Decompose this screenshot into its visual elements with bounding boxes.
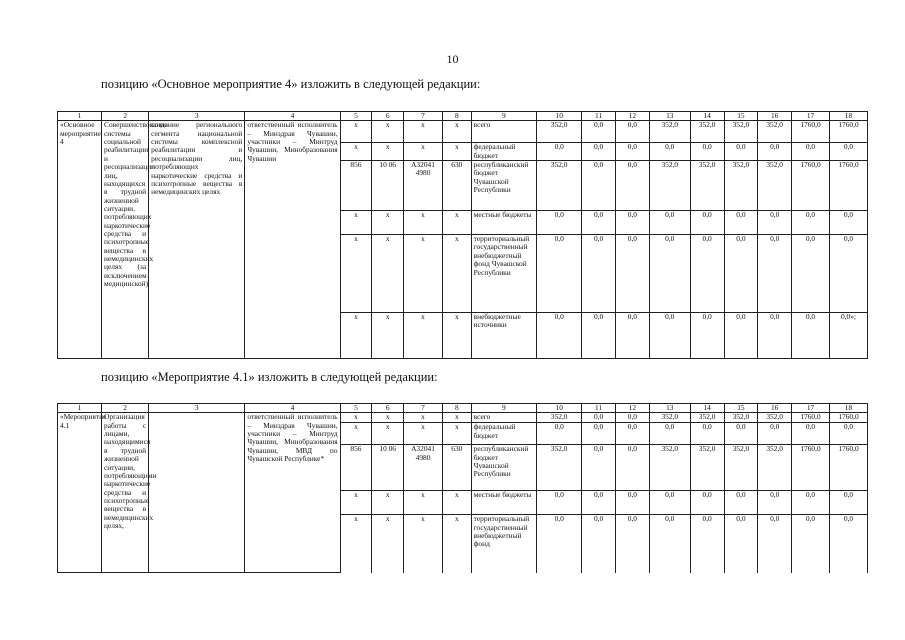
amount-cell: 352,0 [724, 121, 758, 143]
gr-code-cell: x [340, 211, 372, 235]
amount-cell: 1760,0 [792, 161, 830, 211]
page-number: 10 [446, 52, 459, 66]
column-number-18: 18 [829, 112, 867, 121]
amount-cell: 0,0 [582, 313, 616, 359]
amount-cell: 0,0 [829, 423, 867, 445]
section-code-cell: x [372, 491, 404, 515]
amount-cell: 1760,0 [792, 121, 830, 143]
amount-cell: 352,0 [649, 413, 690, 423]
amount-cell: 0,0 [829, 491, 867, 515]
target-article-cell: А32041 4980 [404, 161, 443, 211]
table-main-measure-4 [57, 111, 868, 359]
column-number-17: 17 [792, 112, 830, 121]
expense-type-cell: x [442, 235, 471, 313]
gr-code-cell: x [340, 235, 372, 313]
amount-cell: 0,0 [724, 235, 758, 313]
gr-code-cell: x [340, 515, 372, 573]
amount-cell: 0,0 [582, 161, 616, 211]
amount-cell: 352,0 [537, 413, 582, 423]
column-number-7: 7 [404, 404, 443, 413]
amount-cell: 0,0 [537, 211, 582, 235]
column-number-8: 8 [442, 112, 471, 121]
column-number-4: 4 [245, 112, 340, 121]
amount-cell: 0,0 [829, 143, 867, 161]
amount-cell: 352,0 [724, 413, 758, 423]
amount-cell: 0,0 [537, 491, 582, 515]
target-article-cell: А32041 4980 [404, 445, 443, 491]
amount-cell: 0,0 [690, 491, 724, 515]
measure-status-cell: «Мероприятие 4.1 [58, 413, 102, 573]
column-number-16: 16 [758, 404, 792, 413]
column-number-6: 6 [372, 404, 404, 413]
measure-description-cell: создание регионального сегмента национальной системы комплексной реабилитации и ресоциализации лиц, потребляющих наркотические средства и психотропные вещества в немедицинских целях [149, 121, 245, 359]
amount-cell: 1760,0 [792, 445, 830, 491]
amount-cell: 0,0 [616, 445, 650, 491]
heading-main-measure-4: позицию «Основное мероприятие 4» изложить в следующей редакции: [101, 77, 481, 91]
amount-cell: 0,0 [690, 515, 724, 573]
amount-cell: 1760,0 [829, 445, 867, 491]
amount-cell: 0,0 [616, 211, 650, 235]
expense-type-cell: x [442, 491, 471, 515]
expense-type-cell: x [442, 211, 471, 235]
measure-name-cell: Совершенствование системы социальной реабилитации и ресоциализации лиц, находящихся в трудной жизненной ситуации, потребляющих наркотические средства и психотропные вещества в немедицинских целях (за исключением медицинской) [102, 121, 149, 359]
amount-cell: 0,0 [758, 211, 792, 235]
amount-cell: 352,0 [690, 121, 724, 143]
amount-cell: 0,0 [758, 235, 792, 313]
funding-source-cell: внебюджетные источники [471, 313, 537, 359]
amount-cell: 1760,0 [829, 161, 867, 211]
amount-cell: 352,0 [724, 445, 758, 491]
amount-cell: 352,0 [649, 161, 690, 211]
amount-cell: 0,0 [792, 313, 830, 359]
column-number-6: 6 [372, 112, 404, 121]
amount-cell: 0,0 [829, 211, 867, 235]
column-number-3: 3 [149, 112, 245, 121]
amount-cell: 0,0 [616, 313, 650, 359]
funding-source-cell: территориальный государственный внебюджетный фонд Чувашской Республики [471, 235, 537, 313]
amount-cell: 0,0 [758, 423, 792, 445]
amount-cell: 0,0 [724, 423, 758, 445]
target-article-cell: x [404, 515, 443, 573]
amount-cell: 0,0 [616, 235, 650, 313]
amount-cell: 0,0 [537, 423, 582, 445]
funding-source-cell: республиканский бюджет Чувашской Республики [471, 445, 537, 491]
column-number-5: 5 [340, 112, 372, 121]
column-number-1: 1 [58, 404, 102, 413]
section-code-cell: 10 06 [372, 161, 404, 211]
amount-cell: 0,0 [758, 515, 792, 573]
column-number-10: 10 [537, 404, 582, 413]
gr-code-cell: x [340, 143, 372, 161]
expense-type-cell: x [442, 313, 471, 359]
expense-type-cell: x [442, 515, 471, 573]
amount-cell: 0,0 [792, 211, 830, 235]
section-code-cell: x [372, 413, 404, 423]
amount-cell: 352,0 [690, 413, 724, 423]
amount-cell: 0,0 [724, 211, 758, 235]
section-code-cell: x [372, 143, 404, 161]
amount-cell: 352,0 [537, 121, 582, 143]
gr-code-cell: x [340, 313, 372, 359]
column-number-16: 16 [758, 112, 792, 121]
funding-source-cell: всего [471, 413, 537, 423]
gr-code-cell: 856 [340, 445, 372, 491]
amount-cell: 0,0 [616, 515, 650, 573]
amount-cell: 0,0 [829, 235, 867, 313]
amount-cell: 0,0»; [829, 313, 867, 359]
funding-row [58, 121, 868, 143]
amount-cell: 0,0 [690, 423, 724, 445]
funding-source-cell: местные бюджеты [471, 211, 537, 235]
column-number-12: 12 [616, 404, 650, 413]
column-number-2: 2 [102, 112, 149, 121]
column-number-13: 13 [649, 112, 690, 121]
amount-cell: 0,0 [582, 211, 616, 235]
amount-cell: 352,0 [649, 445, 690, 491]
amount-cell: 0,0 [616, 423, 650, 445]
column-number-15: 15 [724, 404, 758, 413]
column-number-14: 14 [690, 404, 724, 413]
section-code-cell: x [372, 313, 404, 359]
column-number-13: 13 [649, 404, 690, 413]
measure-description-cell [149, 413, 245, 573]
amount-cell: 352,0 [690, 161, 724, 211]
section-code-cell: x [372, 235, 404, 313]
amount-cell: 352,0 [758, 121, 792, 143]
column-number-5: 5 [340, 404, 372, 413]
measure-status-cell: «Основное мероприятие 4 [58, 121, 102, 359]
section-code-cell: 10 06 [372, 445, 404, 491]
amount-cell: 0,0 [537, 313, 582, 359]
expense-type-cell: 630 [442, 161, 471, 211]
amount-cell: 0,0 [792, 423, 830, 445]
amount-cell: 0,0 [649, 313, 690, 359]
amount-cell: 0,0 [649, 515, 690, 573]
expense-type-cell: 630 [442, 445, 471, 491]
amount-cell: 0,0 [582, 445, 616, 491]
amount-cell: 352,0 [537, 161, 582, 211]
measure-name-cell: Организация работы с лицами, находящимися в трудной жизненной ситуации, потребляющими наркотические средства и психотропные вещества в немедицинских целях, [102, 413, 149, 573]
amount-cell: 352,0 [649, 121, 690, 143]
expense-type-cell: x [442, 423, 471, 445]
amount-cell: 352,0 [758, 413, 792, 423]
amount-cell: 0,0 [724, 515, 758, 573]
funding-source-cell: федеральный бюджет [471, 143, 537, 161]
amount-cell: 352,0 [690, 445, 724, 491]
amount-cell: 1760,0 [829, 121, 867, 143]
expense-type-cell: x [442, 143, 471, 161]
amount-cell: 0,0 [537, 515, 582, 573]
amount-cell: 0,0 [616, 413, 650, 423]
section-code-cell: x [372, 121, 404, 143]
executor-cell: ответственный исполнитель – Минздрав Чувашии, участники – Минтруд Чувашии, Минобразования Чувашии, МВД по Чувашской Республике* [245, 413, 340, 573]
column-number-3: 3 [149, 404, 245, 413]
amount-cell: 0,0 [792, 143, 830, 161]
amount-cell: 0,0 [758, 491, 792, 515]
expense-type-cell: x [442, 413, 471, 423]
gr-code-cell: x [340, 491, 372, 515]
column-number-9: 9 [471, 404, 537, 413]
column-number-9: 9 [471, 112, 537, 121]
target-article-cell: x [404, 235, 443, 313]
gr-code-cell: x [340, 121, 372, 143]
funding-source-cell: федеральный бюджет [471, 423, 537, 445]
amount-cell: 0,0 [758, 313, 792, 359]
amount-cell: 0,0 [582, 235, 616, 313]
section-code-cell: x [372, 211, 404, 235]
funding-source-cell: всего [471, 121, 537, 143]
section-code-cell: x [372, 515, 404, 573]
target-article-cell: x [404, 491, 443, 515]
amount-cell: 0,0 [616, 161, 650, 211]
target-article-cell: x [404, 143, 443, 161]
amount-cell: 0,0 [616, 121, 650, 143]
amount-cell: 0,0 [616, 491, 650, 515]
amount-cell: 1760,0 [829, 413, 867, 423]
gr-code-cell: x [340, 423, 372, 445]
amount-cell: 0,0 [758, 143, 792, 161]
amount-cell: 0,0 [616, 143, 650, 161]
target-article-cell: x [404, 413, 443, 423]
amount-cell: 352,0 [758, 161, 792, 211]
gr-code-cell: x [340, 413, 372, 423]
amount-cell: 0,0 [724, 313, 758, 359]
column-number-8: 8 [442, 404, 471, 413]
amount-cell: 0,0 [582, 491, 616, 515]
column-number-7: 7 [404, 112, 443, 121]
amount-cell: 0,0 [690, 211, 724, 235]
heading-measure-4-1: позицию «Мероприятие 4.1» изложить в следующей редакции: [101, 370, 438, 384]
column-number-14: 14 [690, 112, 724, 121]
funding-row [58, 413, 868, 423]
amount-cell: 0,0 [690, 143, 724, 161]
column-number-18: 18 [829, 404, 867, 413]
column-number-15: 15 [724, 112, 758, 121]
amount-cell: 0,0 [582, 423, 616, 445]
executor-cell: ответственный исполнитель – Минздрав Чувашии, участники – Минтруд Чувашии, Минобразования Чувашии [245, 121, 340, 359]
expense-type-cell: x [442, 121, 471, 143]
amount-cell: 0,0 [649, 491, 690, 515]
amount-cell: 0,0 [792, 515, 830, 573]
column-number-2: 2 [102, 404, 149, 413]
section-code-cell: x [372, 423, 404, 445]
funding-source-cell: местные бюджеты [471, 491, 537, 515]
amount-cell: 0,0 [724, 491, 758, 515]
amount-cell: 0,0 [829, 515, 867, 573]
target-article-cell: x [404, 121, 443, 143]
amount-cell: 0,0 [690, 313, 724, 359]
target-article-cell: x [404, 211, 443, 235]
funding-source-cell: территориальный государственный внебюджетный фонд [471, 515, 537, 573]
gr-code-cell: 856 [340, 161, 372, 211]
target-article-cell: x [404, 423, 443, 445]
amount-cell: 0,0 [649, 143, 690, 161]
amount-cell: 0,0 [690, 235, 724, 313]
amount-cell: 0,0 [649, 211, 690, 235]
column-number-17: 17 [792, 404, 830, 413]
amount-cell: 0,0 [792, 491, 830, 515]
column-number-11: 11 [582, 112, 616, 121]
table-measure-4-1 [57, 403, 868, 573]
amount-cell: 0,0 [582, 121, 616, 143]
amount-cell: 352,0 [758, 445, 792, 491]
amount-cell: 0,0 [582, 143, 616, 161]
amount-cell: 1760,0 [792, 413, 830, 423]
amount-cell: 0,0 [537, 143, 582, 161]
column-number-11: 11 [582, 404, 616, 413]
amount-cell: 0,0 [582, 515, 616, 573]
page-bottom-margin [0, 579, 905, 640]
amount-cell: 0,0 [724, 143, 758, 161]
amount-cell: 0,0 [792, 235, 830, 313]
column-number-4: 4 [245, 404, 340, 413]
column-number-10: 10 [537, 112, 582, 121]
target-article-cell: x [404, 313, 443, 359]
column-number-12: 12 [616, 112, 650, 121]
column-number-1: 1 [58, 112, 102, 121]
amount-cell: 0,0 [649, 235, 690, 313]
amount-cell: 0,0 [582, 413, 616, 423]
funding-source-cell: республиканский бюджет Чувашской Республики [471, 161, 537, 211]
amount-cell: 352,0 [537, 445, 582, 491]
amount-cell: 0,0 [537, 235, 582, 313]
amount-cell: 0,0 [649, 423, 690, 445]
amount-cell: 352,0 [724, 161, 758, 211]
